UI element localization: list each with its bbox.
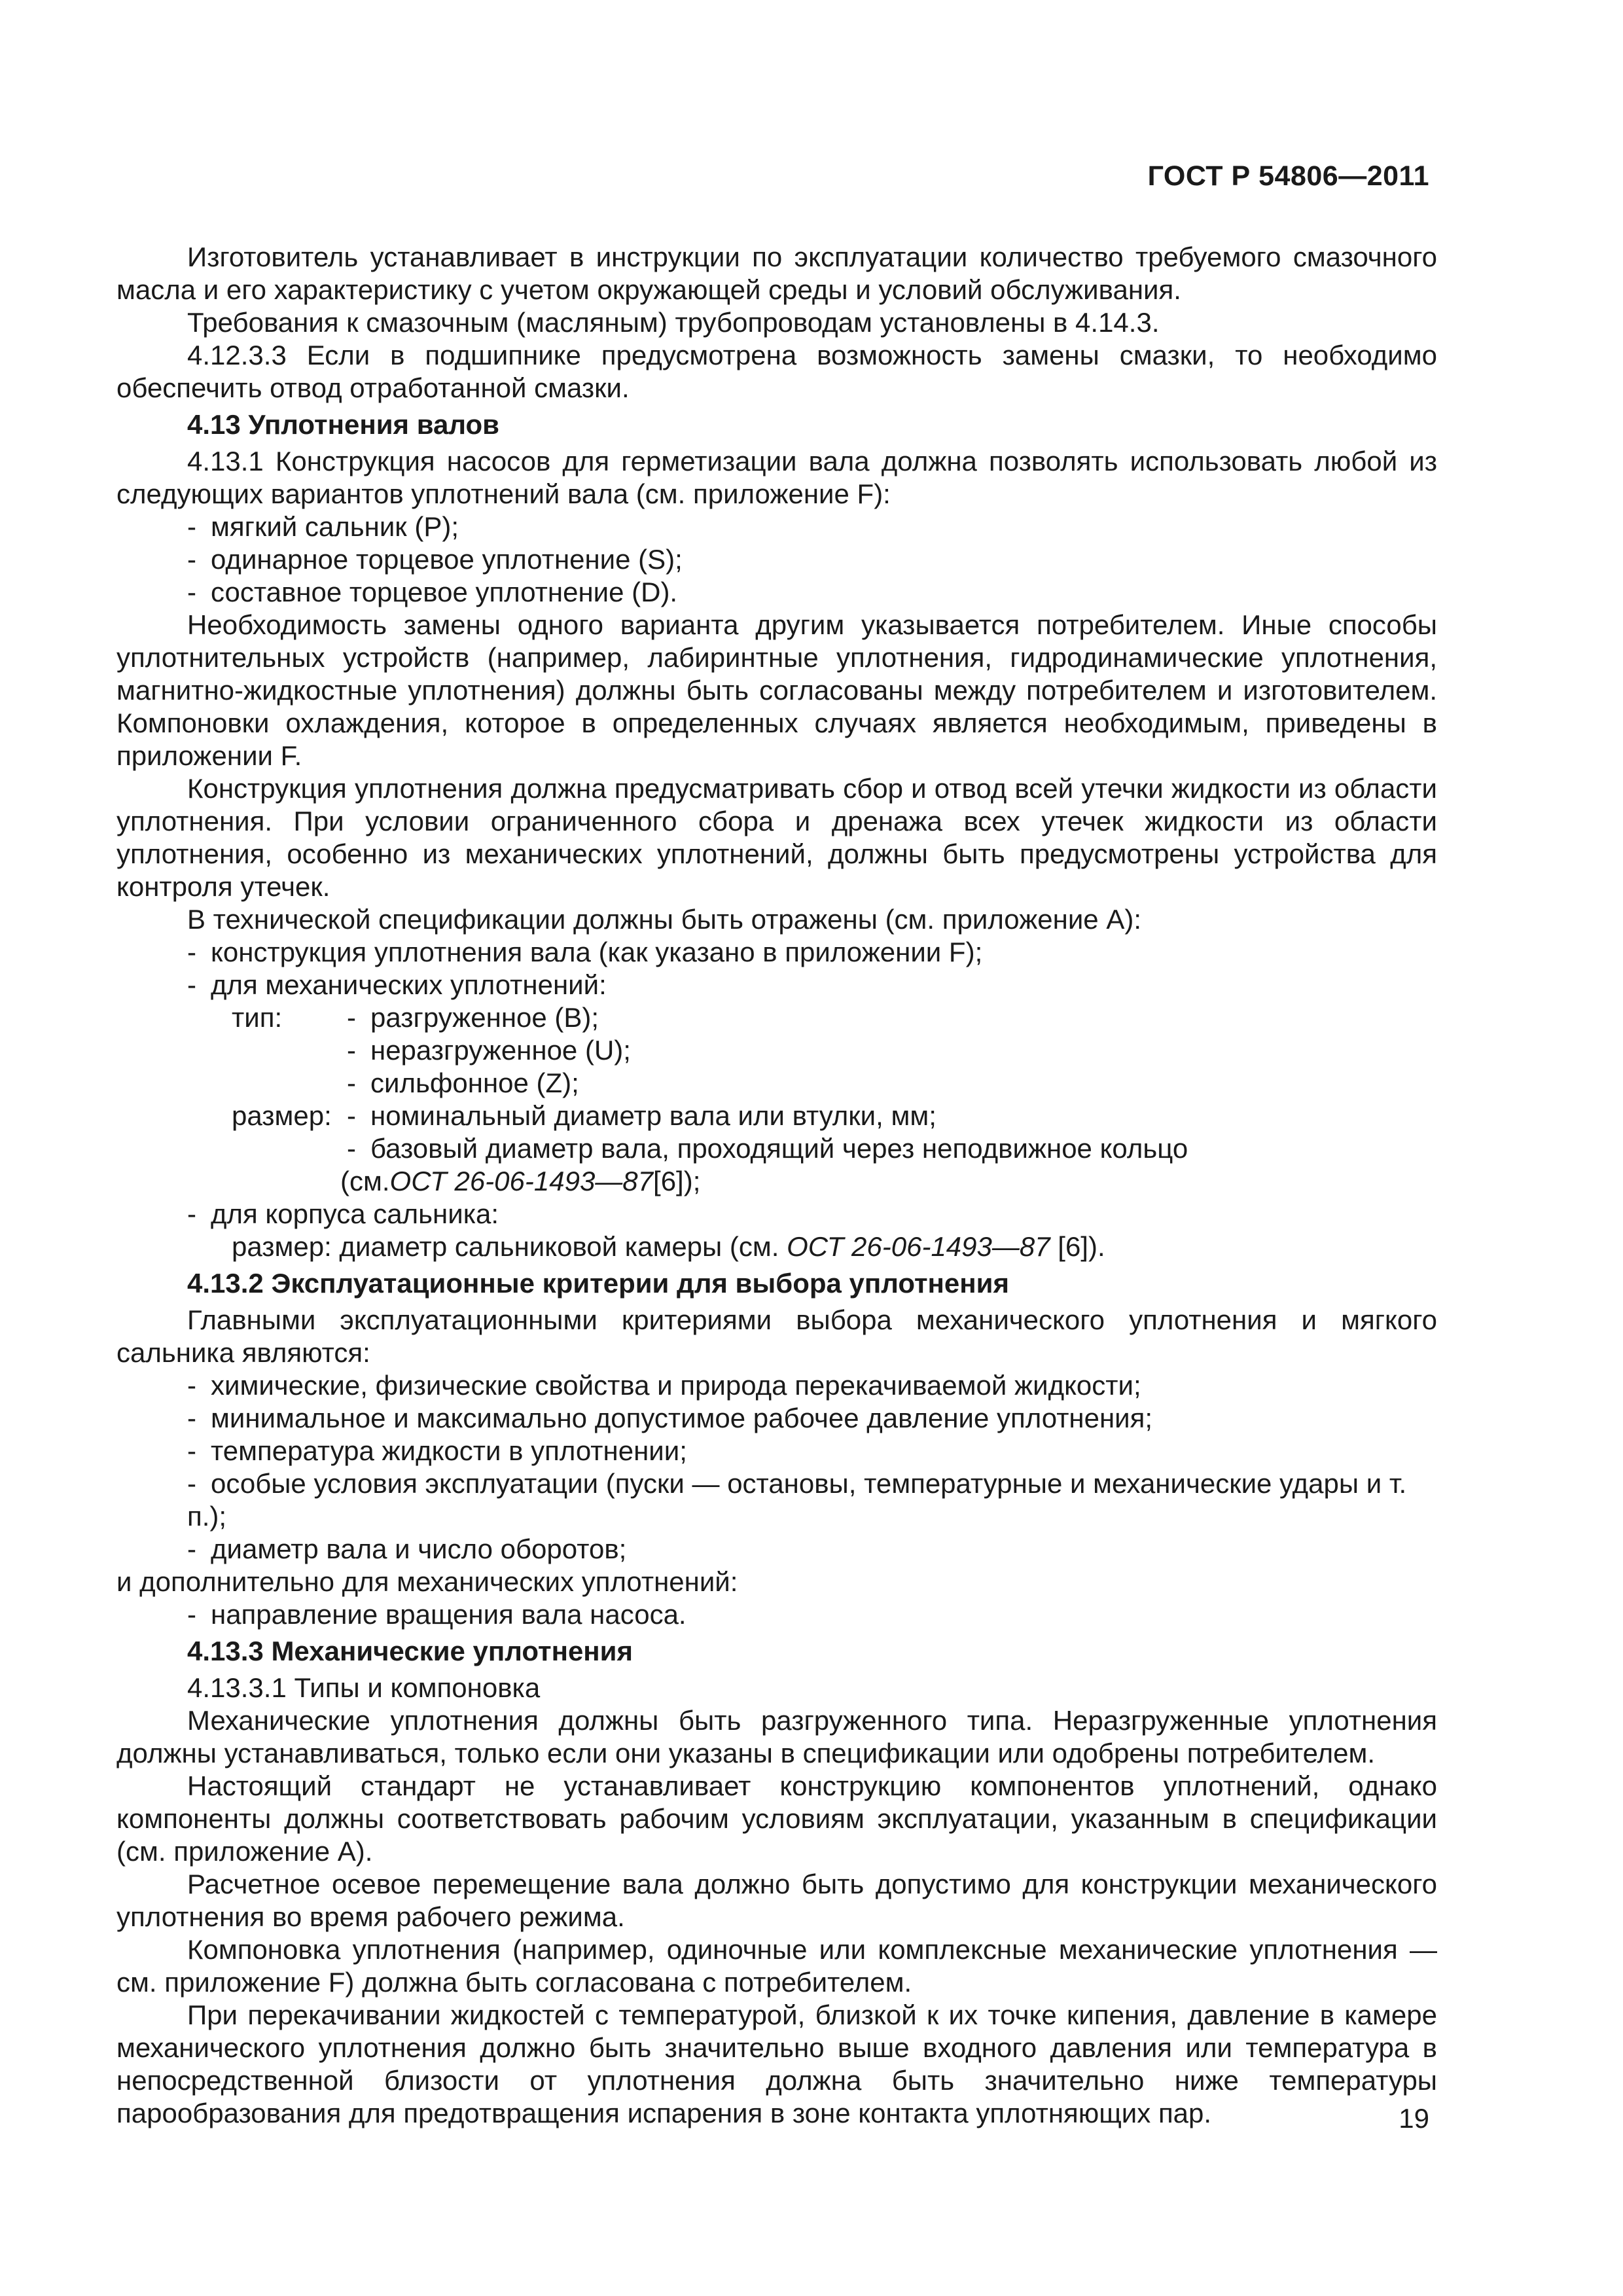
list-marker: - bbox=[187, 1599, 196, 1630]
list-marker: - bbox=[187, 937, 196, 967]
gland-size: размер: диаметр сальниковой камеры (см. ОСТ 26-06-1493—87 [6]). bbox=[232, 1231, 1105, 1262]
standard-code-header: ГОСТ Р 54806—2011 bbox=[1147, 160, 1429, 192]
paragraph: Механические уплотнения должны быть разгруженного типа. Неразгруженные уплотнения должны устанавливаться, только если они указаны в спецификации или одобрены потребителем. bbox=[116, 1705, 1437, 1768]
paragraph: Необходимость замены одного варианта другим указывается потребителем. Иные способы уплотнительных устройств (например, лабиринтные уплотнения, гидродинамические уплотнения, магнитно-жидкостные уплотнения) должны быть согласованы между потребителем и изготовителем. Компоновки охлаждения, которое в определенных случаях является необходимым, приведены в приложении F. bbox=[116, 609, 1437, 771]
list-marker: - bbox=[187, 1534, 196, 1564]
type-label: тип: bbox=[232, 1002, 283, 1033]
paragraph: Конструкция уплотнения должна предусматривать сбор и отвод всей утечки жидкости из области уплотнения. При условии ограниченного сбора и дренажа всех утечек жидкости из области уплотнения, особенно из механических уплотнений, должны быть предусмотрены устройства для контроля утечек. bbox=[116, 773, 1437, 902]
list-marker: - bbox=[187, 1370, 196, 1401]
paragraph: Компоновка уплотнения (например, одиночные или комплексные механические уплотнения — см. приложение F) должна быть согласована с потребителем. bbox=[116, 1934, 1437, 1998]
list-item: - мягкий сальник (Р); bbox=[187, 511, 459, 542]
subsection-title: 4.13.3.1 Типы и компоновка bbox=[187, 1672, 541, 1703]
list-marker: - bbox=[187, 544, 196, 575]
list-marker: - bbox=[187, 1198, 196, 1229]
size-row: - базовый диаметр вала, проходящий через неподвижное кольцо bbox=[347, 1133, 1188, 1164]
type-row: - сильфонное (Z); bbox=[347, 1067, 579, 1098]
section-heading-4-13-3: 4.13.3 Механические уплотнения bbox=[187, 1636, 633, 1666]
paragraph: При перекачивании жидкостей с температурой, близкой к их точке кипения, давление в камере механического уплотнения должно быть значительно выше входного давления или температура в непосредственной близости от уплотнения должна быть значительно ниже температуры парообразования для предотвращения испарения в зоне контакта уплотняющих пар. bbox=[116, 2000, 1437, 2128]
list-item: - одинарное торцевое уплотнение (S); bbox=[187, 544, 683, 575]
size-row: размер: - номинальный диаметр вала или втулки, мм; bbox=[232, 1100, 936, 1131]
list-marker: - bbox=[187, 1435, 196, 1466]
size-reference: (см. ОСТ 26-06-1493—87 [6]); bbox=[340, 1166, 701, 1196]
type-row: тип: - разгруженное (В); bbox=[232, 1002, 599, 1033]
document-body bbox=[116, 241, 1437, 2130]
list-item: - конструкция уплотнения вала (как указано в приложении F); bbox=[187, 937, 983, 967]
list-marker: - bbox=[187, 577, 196, 607]
paragraph: Расчетное осевое перемещение вала должно быть допустимо для конструкции механического уплотнения во время рабочего режима. bbox=[116, 1869, 1437, 1932]
paragraph: Требования к смазочным (масляным) трубопроводам установлены в 4.14.3. bbox=[187, 307, 1160, 338]
section-heading-4-13-2: 4.13.2 Эксплуатационные критерии для выбора уплотнения bbox=[187, 1268, 1009, 1299]
paragraph: В технической спецификации должны быть отражены (см. приложение А): bbox=[187, 904, 1142, 935]
paragraph: Изготовитель устанавливает в инструкции по эксплуатации количество требуемого смазочного масла и его характеристику с учетом окружающей среды и условий обслуживания. bbox=[116, 242, 1437, 305]
list-item: - химические, физические свойства и природа перекачиваемой жидкости; bbox=[187, 1370, 1141, 1401]
list-marker: - bbox=[187, 511, 196, 542]
paragraph: 4.12.3.3 Если в подшипнике предусмотрена возможность замены смазки, то необходимо обеспечить отвод отработанной смазки. bbox=[116, 340, 1437, 403]
list-item: - особые условия эксплуатации (пуски — остановы, температурные и механические удары и т. п.); bbox=[187, 1468, 1407, 1532]
list-marker: - bbox=[187, 969, 196, 1000]
list-item: - минимальное и максимально допустимое рабочее давление уплотнения; bbox=[187, 1403, 1153, 1433]
type-row: - неразгруженное (U); bbox=[347, 1035, 631, 1066]
list-marker: - bbox=[187, 1468, 196, 1499]
list-item: - для корпуса сальника: bbox=[187, 1198, 499, 1229]
section-heading-4-13: 4.13 Уплотнения валов bbox=[187, 409, 499, 440]
list-item: - для механических уплотнений: bbox=[187, 969, 607, 1000]
list-item: - направление вращения вала насоса. bbox=[187, 1599, 687, 1630]
list-marker: - bbox=[187, 1403, 196, 1433]
size-label: размер: bbox=[232, 1100, 332, 1131]
paragraph: 4.13.1 Конструкция насосов для герметизации вала должна позволять использовать любой из следующих вариантов уплотнений вала (см. приложение F): bbox=[116, 446, 1437, 509]
page-number: 19 bbox=[1399, 2103, 1429, 2134]
list-item: - составное торцевое уплотнение (D). bbox=[187, 577, 678, 607]
paragraph: Главными эксплуатационными критериями выбора механического уплотнения и мягкого сальника являются: bbox=[116, 1304, 1437, 1368]
paragraph: и дополнительно для механических уплотнений: bbox=[116, 1566, 738, 1597]
paragraph: Настоящий стандарт не устанавливает конструкцию компонентов уплотнений, однако компоненты должны соответствовать рабочим условиям эксплуатации, указанным в спецификации (см. приложение А). bbox=[116, 1770, 1437, 1867]
list-item: - температура жидкости в уплотнении; bbox=[187, 1435, 687, 1466]
list-item: - диаметр вала и число оборотов; bbox=[187, 1534, 627, 1564]
